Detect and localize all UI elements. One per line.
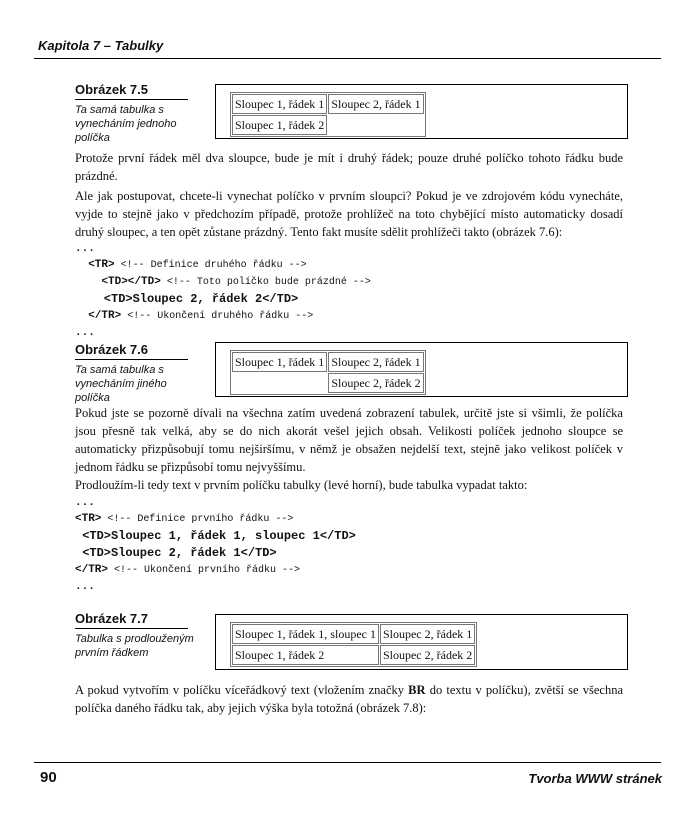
code-comment: <!-- Ukončení druhého řádku -->: [121, 311, 314, 322]
table-row: [232, 624, 475, 644]
table-cell: Sloupec 1, řádek 1: [232, 94, 327, 114]
paragraph-5: [75, 681, 623, 717]
table-row: [232, 94, 424, 114]
figure-7-7-caption: Tabulka s prodlouženým prvním řádkem: [75, 633, 194, 659]
figure-7-7-title: Obrázek 7.7: [75, 611, 188, 629]
figure-7-7-table: [230, 622, 477, 667]
table-cell: Sloupec 2, řádek 1: [328, 352, 423, 372]
figure-7-6-box: [215, 342, 628, 397]
book-title: Tvorba WWW stránek: [528, 771, 662, 786]
code-line: <TD>Sloupec 2, řádek 2</TD>: [75, 292, 299, 306]
figure-7-7-box: [215, 614, 628, 670]
table-cell: Sloupec 1, řádek 2: [232, 645, 379, 665]
header-rule: [34, 58, 661, 59]
code-line: </TR>: [75, 310, 122, 322]
table-row: [232, 115, 424, 135]
code-line: ...: [75, 497, 95, 509]
code-line: ...: [75, 581, 95, 593]
page-number: 90: [40, 769, 57, 786]
code-line: </TR>: [75, 564, 109, 576]
paragraph-2: Ale jak postupovat, chcete-li vynechat políčko v prvním sloupci? Pokud je ve zdrojovém kódu vynecháte, vyjde to stejně jako v předchozím případě, protože prohlížeč na toto chybějící místo automaticky dosadí druhý sloupec, a ten opět zůstane prázdný. Tento fakt musíte sdělit prohlížeči takto (obrázek 7.6):: [75, 189, 623, 239]
paragraph-5-text-end: do textu v políčku), zvětší se všechna políčka daného řádku tak, aby jejich výška byla totožná (obrázek 7.8):: [75, 683, 623, 715]
figure-7-5-table: [230, 92, 426, 137]
table-cell: Sloupec 2, řádek 2: [380, 645, 475, 665]
table-cell: Sloupec 2, řádek 1: [328, 94, 423, 114]
table-row: [232, 645, 475, 665]
figure-7-6-caption: Ta samá tabulka s vynecháním jiného políčka: [75, 364, 167, 404]
paragraph-5-text: A pokud vytvořím v políčku víceřádkový text (vložením značky: [75, 683, 409, 697]
figure-7-7-label: [75, 611, 215, 660]
table-cell: Sloupec 1, řádek 2: [232, 115, 327, 135]
paragraph-1: Protože první řádek měl dva sloupce, bude je mít i druhý řádek; pouze druhé políčko tohoto řádku bude prázdné.: [75, 151, 623, 183]
chapter-header: Kapitola 7 – Tabulky: [38, 38, 164, 53]
code-comment: <!-- Ukončení prvního řádku -->: [108, 565, 301, 576]
figure-7-5-title: Obrázek 7.5: [75, 82, 188, 100]
code-line: <TD>Sloupec 1, řádek 1, sloupec 1</TD>: [75, 529, 356, 543]
code-line: ...: [75, 243, 95, 255]
code-block-1: [75, 241, 371, 341]
table-cell-empty: [328, 115, 423, 135]
figure-7-6-table: [230, 350, 426, 395]
footer-rule: [34, 762, 661, 763]
code-line: <TD>Sloupec 2, řádek 1</TD>: [75, 546, 277, 560]
table-cell: Sloupec 2, řádek 2: [328, 373, 423, 393]
code-comment: <!-- Definice prvního řádku -->: [101, 514, 294, 525]
paragraph-4: Prodloužím-li tedy text v prvním políčku tabulky (levé horní), bude tabulka vypadat takto:: [75, 478, 528, 492]
table-row: [232, 352, 424, 372]
figure-7-5-box: [215, 84, 628, 139]
paragraph-3: Pokud jste se pozorně dívali na všechna zatím uvedená zobrazení tabulek, určitě jste si všimli, že políčka jsou přesně tak velká, aby se do nich akorát vešel jejich obsah. Velikosti políček jednoho sloupce se automaticky přizpůsobují tomu nejširšímu, v němž je obsažen nejdelší text, stejně jako velikost políček v jednom řádku se přizpůsobí tomu nejvyššímu.: [75, 406, 623, 474]
table-cell: Sloupec 1, řádek 1: [232, 352, 327, 372]
code-line: <TD></TD>: [75, 276, 161, 288]
code-comment: <!-- Toto políčko bude prázdné -->: [160, 277, 371, 288]
table-cell-empty: [232, 373, 327, 393]
figure-7-6-title: Obrázek 7.6: [75, 342, 188, 360]
figure-7-6-label: [75, 342, 215, 405]
table-cell: Sloupec 1, řádek 1, sloupec 1: [232, 624, 379, 644]
table-row: [232, 373, 424, 393]
code-block-2: [75, 495, 356, 595]
paragraph-5-bold-tag: BR: [408, 683, 426, 697]
figure-7-5-caption: Ta samá tabulka s vynecháním jednoho políčka: [75, 104, 177, 144]
table-cell: Sloupec 2, řádek 1: [380, 624, 475, 644]
code-line: <TR>: [75, 513, 102, 525]
code-line: <TR>: [75, 259, 115, 271]
code-line: ...: [75, 327, 95, 339]
figure-7-5-label: [75, 82, 215, 145]
code-comment: <!-- Definice druhého řádku -->: [114, 260, 307, 271]
